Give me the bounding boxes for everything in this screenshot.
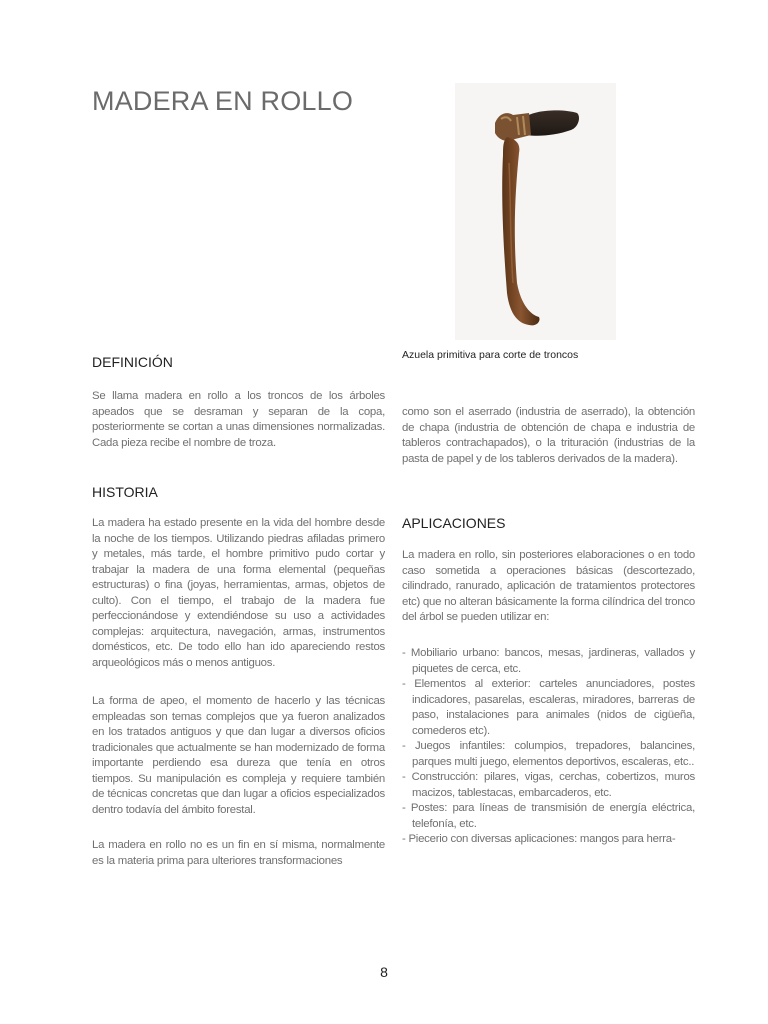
list-item: - Juegos infantiles: columpios, trepadores, balancines, parques multi juego, elementos deportivos, escaleras, etc.. [402, 740, 695, 768]
list-item: - Elementos al exterior: carteles anunciadores, postes indicadores, pasarelas, escaleras, miradores, barreras de paso, instalaciones para animales (nidos de cigüeña, comederos etc). [402, 678, 695, 737]
definicion-heading: DEFINICIÓN [92, 354, 173, 370]
aplicaciones-intro: La madera en rollo, sin posteriores elaboraciones o en todo caso sometida a operaciones básicas (descortezado, cilindrado, ranurado, aplicación de tratamientos protectores etc) que no alteran básicamente la forma cilíndrica del tronco del árbol se pueden utilizar en: [402, 549, 695, 623]
aplicaciones-heading: APLICACIONES [402, 515, 506, 531]
historia-paragraph-3-continued: como son el aserrado (industria de aserrado), la obtención de chapa (industria de obtención de chapa e industria de tableros contrachapados), o la trituración (industrias de la pasta de papel y de los tableros derivados de la madera). [402, 406, 695, 465]
definicion-text: Se llama madera en rollo a los troncos de los árboles apeados que se desraman y separan de la copa, posteriormente se cortan a unas dimensiones normalizadas. Cada pieza recibe el nombre de troza. [92, 390, 385, 449]
list-item: - Piecerio con diversas aplicaciones: mangos para herra- [402, 833, 676, 845]
historia-paragraph-3: La madera en rollo no es un fin en sí misma, normalmente es la materia prima para ulteriores transformaciones [92, 839, 385, 867]
list-item: - Construcción: pilares, vigas, cerchas, cobertizos, muros macizos, tablestacas, embarcaderos, etc. [402, 771, 695, 799]
adze-photo [455, 83, 616, 340]
historia-paragraph-1: La madera ha estado presente en la vida del hombre desde la noche de los tiempos. Utilizando piedras afiladas primero y metales, más tarde, el hombre primitivo pudo cortar y trabajar la madera de una forma elemental (pequeñas estructuras) o fina (joyas, herramientas, armas, objetos de culto). Con el tiempo, el trabajo de la madera fue perfeccionándose y extendiéndose su uso a actividades complejas: arquitectura, navegación, armas, instrumentos domésticos, etc. De todo ello han ido apareciendo restos arqueológicos más o menos antiguos. [92, 517, 385, 669]
historia-heading: HISTORIA [92, 484, 158, 500]
image-caption: Azuela primitiva para corte de troncos [402, 349, 579, 361]
page-title: MADERA EN ROLLO [92, 86, 354, 116]
aplicaciones-list [402, 646, 695, 848]
page-number: 8 [380, 964, 388, 980]
adze-illustration [455, 83, 616, 340]
list-item: - Mobiliario urbano: bancos, mesas, jardineras, vallados y piquetes de cerca, etc. [402, 647, 695, 675]
historia-paragraph-2: La forma de apeo, el momento de hacerlo y las técnicas empleadas son temas complejos que ya fueron analizados en los tratados antiguos y que dan lugar a diversos oficios tradicionales que actualmente se han modernizado de forma importante perdiendo esa dureza que tenía en otros tiempos. Su manipulación es compleja y requiere también de técnicas concretas que dan lugar a oficios especializados dentro todavía del ámbito forestal. [92, 695, 385, 816]
list-item: - Postes: para líneas de transmisión de energía eléctrica, telefonía, etc. [402, 802, 695, 830]
